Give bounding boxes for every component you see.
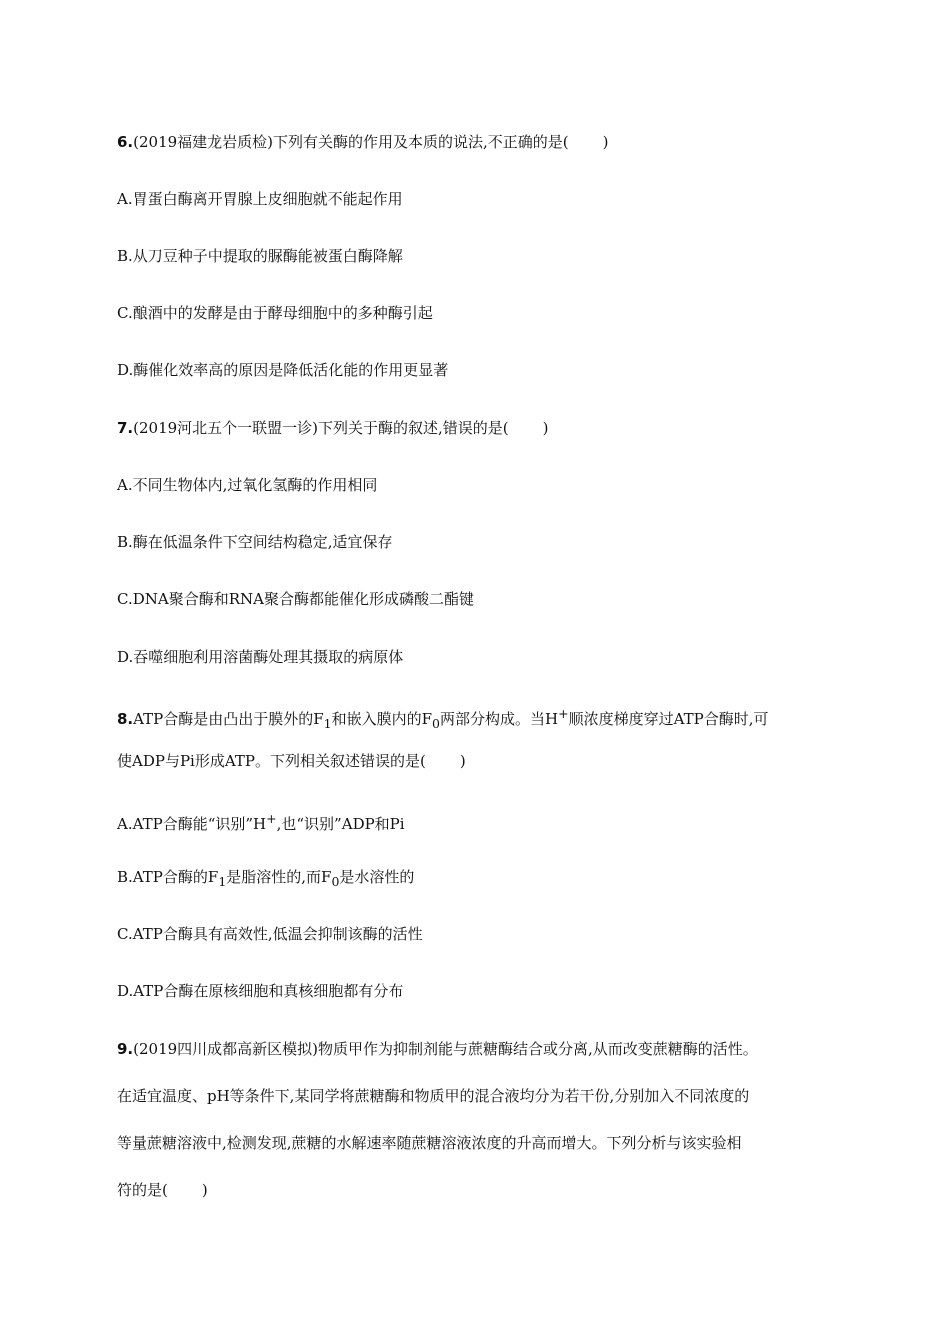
option-c: C.ATP合酶具有高效性,低温会抑制该酶的活性	[117, 925, 423, 943]
option-b: B.酶在低温条件下空间结构稳定,适宜保存	[117, 533, 393, 551]
question-number: 7.	[117, 419, 134, 437]
question-text: 和嵌入膜内的F	[331, 710, 433, 728]
question-9-stem-line1	[117, 1038, 890, 1060]
option-text: A.ATP合酶能“识别”H	[117, 815, 267, 833]
option-text: ,也“识别”ADP和Pi	[276, 815, 405, 833]
question-text: 符的是(	[117, 1181, 168, 1199]
option-text: B.ATP合酶的F	[117, 868, 219, 886]
option-d: D.酶催化效率高的原因是降低活化能的作用更显著	[117, 361, 449, 379]
subscript: 0	[331, 874, 340, 889]
option-c: C.酿酒中的发酵是由于酵母细胞中的多种酶引起	[117, 304, 433, 322]
question-6-stem	[117, 131, 890, 153]
question-text: (2019河北五个一联盟一诊)下列关于酶的叙述,错误的是(	[133, 419, 509, 437]
option-text: 是脂溶性的,而F	[226, 868, 332, 886]
option-d: D.ATP合酶在原核细胞和真核细胞都有分布	[117, 982, 404, 1000]
option-a	[117, 808, 890, 835]
question-text: 顺浓度梯度穿过ATP合酶时,可	[568, 710, 769, 728]
question-text-close: )	[459, 752, 466, 770]
question-9-stem-line3: 等量蔗糖溶液中,检测发现,蔗糖的水解速率随蔗糖溶液浓度的升高而增大。下列分析与该实验相	[117, 1134, 742, 1152]
question-text-close: )	[542, 419, 549, 437]
question-8-stem-line1	[117, 703, 890, 735]
option-c: C.DNA聚合酶和RNA聚合酶都能催化形成磷酸二酯键	[117, 590, 474, 608]
question-text: ATP合酶是由凸出于膜外的F	[133, 710, 324, 728]
subscript: 0	[432, 716, 440, 731]
subscript: 1	[218, 874, 227, 889]
option-b	[117, 866, 890, 893]
option-a: A.胃蛋白酶离开胃腺上皮细胞就不能起作用	[117, 190, 403, 208]
subscript: 1	[323, 716, 332, 731]
question-8-stem-line2	[117, 750, 890, 772]
question-7-stem	[117, 417, 890, 439]
question-text-close: )	[602, 133, 609, 151]
question-number: 6.	[117, 133, 134, 151]
option-text: 是水溶性的	[339, 868, 415, 886]
option-a: A.不同生物体内,过氧化氢酶的作用相同	[117, 476, 378, 494]
question-number: 9.	[117, 1040, 134, 1058]
question-text: 两部分构成。当H	[440, 710, 559, 728]
question-text: (2019四川成都高新区模拟)物质甲作为抑制剂能与蔗糖酶结合或分离,从而改变蔗糖酶的活性。	[133, 1040, 758, 1058]
question-number: 8.	[117, 710, 134, 728]
option-b: B.从刀豆种子中提取的脲酶能被蛋白酶降解	[117, 247, 403, 265]
question-text: 使ADP与Pi形成ATP。下列相关叙述错误的是(	[117, 752, 426, 770]
question-text: (2019福建龙岩质检)下列有关酶的作用及本质的说法,不正确的是(	[133, 133, 569, 151]
superscript: +	[266, 811, 277, 826]
superscript: +	[558, 706, 569, 721]
question-9-stem-line4	[117, 1179, 890, 1201]
question-text-close: )	[201, 1181, 208, 1199]
option-d: D.吞噬细胞利用溶菌酶处理其摄取的病原体	[117, 648, 404, 666]
question-9-stem-line2: 在适宜温度、pH等条件下,某同学将蔗糖酶和物质甲的混合液均分为若干份,分别加入不同浓度的	[117, 1087, 750, 1105]
